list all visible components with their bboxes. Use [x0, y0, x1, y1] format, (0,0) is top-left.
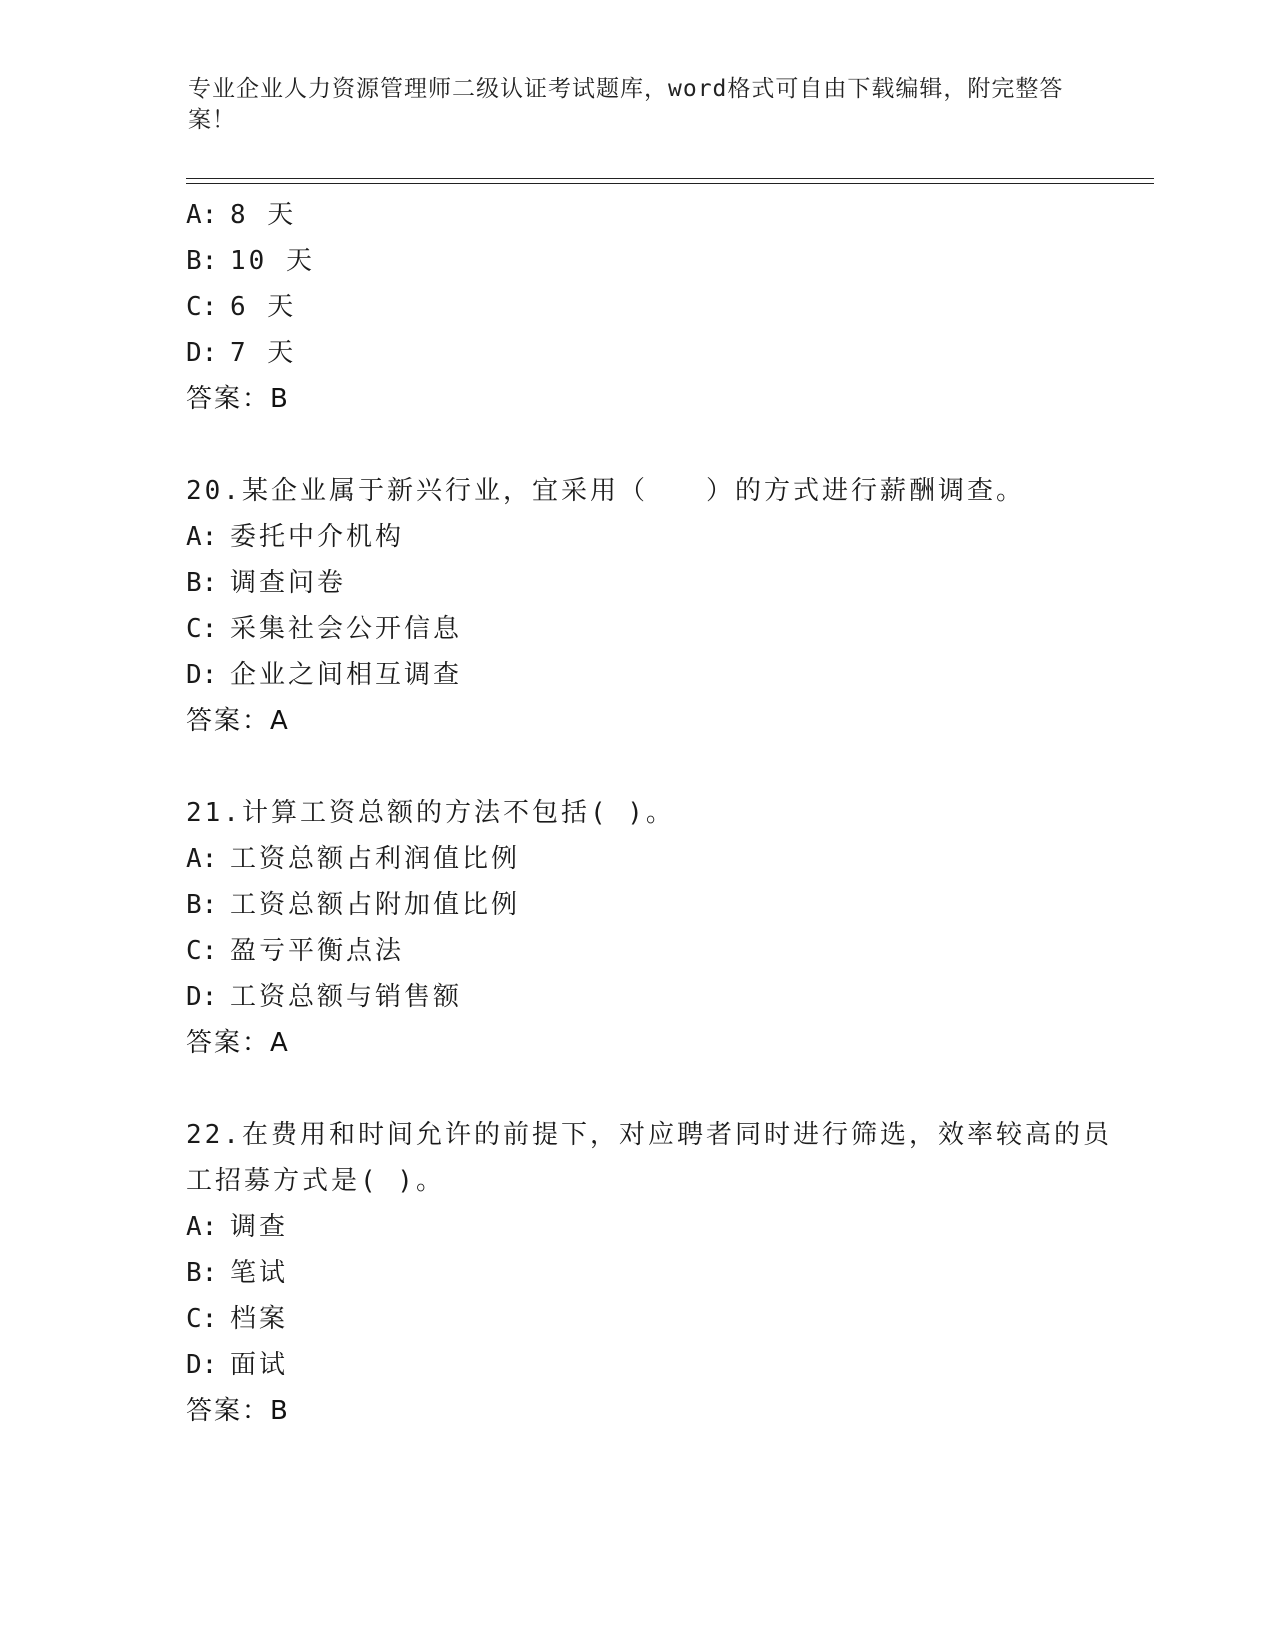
option-text: 8 天	[230, 200, 297, 230]
option-b	[186, 1250, 1126, 1296]
option-a	[186, 836, 1126, 882]
option-a	[186, 1204, 1126, 1250]
question-block-22	[186, 1112, 1126, 1434]
answer-line: 答案：A	[186, 706, 290, 736]
question-text: 21.计算工资总额的方法不包括( )。	[186, 798, 675, 828]
option-label: B:	[186, 568, 218, 598]
header-divider-bottom	[186, 183, 1154, 184]
option-label: D:	[186, 982, 218, 1012]
option-label: A:	[186, 844, 218, 874]
option-c	[186, 606, 1126, 652]
option-d	[186, 330, 1126, 376]
option-c	[186, 928, 1126, 974]
option-text: 调查	[230, 1212, 289, 1242]
option-text: 盈亏平衡点法	[230, 936, 405, 966]
option-a	[186, 192, 1126, 238]
option-text: 委托中介机构	[230, 522, 405, 552]
option-label: B:	[186, 1258, 218, 1288]
option-text: 笔试	[230, 1258, 289, 1288]
option-text: 企业之间相互调查	[230, 660, 463, 690]
option-label: A:	[186, 522, 218, 552]
option-text: 工资总额与销售额	[230, 982, 463, 1012]
option-d	[186, 1342, 1126, 1388]
option-label: D:	[186, 338, 218, 368]
option-text: 面试	[230, 1350, 289, 1380]
question-block-19	[186, 192, 1126, 422]
option-b	[186, 560, 1126, 606]
document-header: 专业企业人力资源管理师二级认证考试题库，word格式可自由下载编辑，附完整答案！	[188, 76, 1064, 133]
option-label: D:	[186, 660, 218, 690]
document-body	[186, 192, 1126, 1434]
header-divider-top	[186, 178, 1154, 179]
option-label: C:	[186, 292, 218, 322]
option-a	[186, 514, 1126, 560]
option-label: A:	[186, 1212, 218, 1242]
option-b	[186, 882, 1126, 928]
answer-line: 答案：B	[186, 384, 290, 414]
option-label: C:	[186, 1304, 218, 1334]
answer-line: 答案：A	[186, 1028, 290, 1058]
option-b	[186, 238, 1126, 284]
option-label: C:	[186, 614, 218, 644]
option-label: B:	[186, 246, 218, 276]
option-label: D:	[186, 1350, 218, 1380]
option-text: 6 天	[230, 292, 297, 322]
option-text: 7 天	[230, 338, 297, 368]
option-d	[186, 652, 1126, 698]
option-text: 采集社会公开信息	[230, 614, 463, 644]
option-label: C:	[186, 936, 218, 966]
answer-line: 答案：B	[186, 1396, 290, 1426]
question-text: 22.在费用和时间允许的前提下，对应聘者同时进行筛选，效率较高的员工招募方式是( )。	[186, 1120, 1112, 1196]
option-text: 工资总额占附加值比例	[230, 890, 521, 920]
option-text: 档案	[230, 1304, 289, 1334]
option-d	[186, 974, 1126, 1020]
option-label: A:	[186, 200, 218, 230]
option-c	[186, 1296, 1126, 1342]
option-text: 10 天	[230, 246, 315, 276]
question-block-20	[186, 468, 1126, 744]
question-block-21	[186, 790, 1126, 1066]
question-text: 20.某企业属于新兴行业，宜采用（ ）的方式进行薪酬调查。	[186, 476, 1025, 506]
option-text: 调查问卷	[230, 568, 347, 598]
option-c	[186, 284, 1126, 330]
option-label: B:	[186, 890, 218, 920]
option-text: 工资总额占利润值比例	[230, 844, 521, 874]
